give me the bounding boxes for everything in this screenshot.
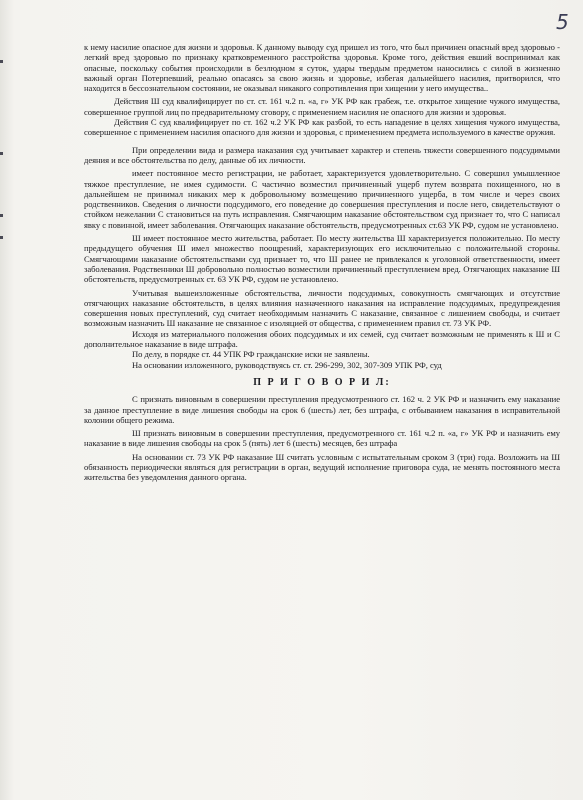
paragraph: Действия С суд квалифицирует по ст. 162 ч.2 УК РФ как разбой, то есть нападение в целях хищения чужого имущества, совершенное с применением насилия опасного для жизни и здоровья, с применением предмета используемого в качестве оружия.: [84, 117, 560, 138]
document-body: [84, 42, 560, 483]
paragraph: По делу, в порядке ст. 44 УПК РФ гражданские иски не заявлены.: [132, 349, 370, 360]
verdict-paragraph: Ш признать виновным в совершении преступления, предусмотренного ст. 161 ч.2 п. «а, г» УК РФ и назначить ему наказание в виде лишения свободы на срок 5 (пять) лет 6 (шесть) месяцев, без штрафа: [84, 428, 560, 449]
scan-margin-mark: [0, 236, 3, 239]
verdict-paragraph: С признать виновным в совершении преступления предусмотренного ст. 162 ч. 2 УК РФ и назначить ему наказание за данное преступление в виде лишения свободы на срок 6 (шесть) лет, без штрафа, с отбыванием наказания в исправительной колонии общего режима.: [84, 394, 560, 425]
paragraph: к нему насилие опасное для жизни и здоровья. К данному выводу суд пришел из того, что был причинен опасный вред здоровью - легкий вред здоровью по признаку кратковременного расстройства здоровья. Кроме того, действия евший воспринимал как опасные, поскольку события происходили в безлюдном я суток, удары твердым предметом наносились с силой в жизненно важный орган Потерпевший, реально опасаясь за свою жизнь и здоровье, избегая дальнейшего насилия, притворился, что находится в бессознательном состоянии, не оказывал никакого сопротивления при хищении у него имущества..: [84, 42, 560, 94]
paragraph: При определении вида и размера наказания суд учитывает характер и степень тяжести совершенного подсудимыми деяния и все обстоятельства по делу, данные об их личности.: [84, 144, 560, 165]
scan-margin-mark: [0, 60, 3, 63]
paragraph: Действия Ш суд квалифицирует по ст. ст. 161 ч.2 п. «а, г» УК РФ как грабеж, т.е. открытое хищение чужого имущества, совершенное группой лиц по предварительному сговору, с применением насилия не опасного для жизни и здоровья.: [84, 96, 560, 117]
verdict-paragraph: На основании ст. 73 УК РФ наказание Ш считать условным с испытательным сроком 3 (три) года. Возложить на Ш обязанность периодически являться для регистрации в орган, ведущий исполнение приговора суда, не менять постоянного места жительства без уведомления данного органа.: [84, 451, 560, 483]
verdict-heading: П Р И Г О В О Р И Л:: [253, 376, 391, 388]
paragraph: Исходя из материального положения обоих подсудимых и их семей, суд считает возможным не применять к Ш и С дополнительное наказание в виде штрафа.: [84, 328, 560, 350]
page-number: 5: [556, 10, 569, 34]
scan-margin-mark: [0, 152, 3, 155]
scan-margin-mark: [0, 214, 3, 217]
paragraph: Учитывая вышеизложенные обстоятельства, личности подсудимых, совокупность смягчающих и отсутствие отягчающих наказание обстоятельств, в целях влияния назначенного наказания на исправление подсудимых, предупреждения совершения новых преступлений, суд считает необходимым назначить С наказание, связанное с лишением свободы, и считает возможным назначить Ш наказание не связанное с изоляцией от общества, с применением правил ст. 73 УК РФ.: [84, 287, 560, 329]
paragraph: Ш имеет постоянное место жительства, работает. По месту жительства Ш характеризуется положительно. По месту предыдущего обучения Ш имел множество поощрений, характеризующих его исключительно с положительной стороны. Смягчающими наказание обстоятельствами суд признает то, что Ш ранее не привлекался к уголовной ответственности, имеет заболевания. Родственники Ш добровольно полностью возместили причиненный преступлением вред. Отягчающих наказание Ш обстоятельств, предусмотренных ст. 63 УК РФ, судом не установлено.: [84, 233, 560, 285]
paragraph: имеет постоянное место регистрации, не работает, характеризуется удовлетворительно. С совершил умышленное тяжкое преступление, не имея судимости. С частично возместил причиненный ущерб путем возврата похищенного, но в дальнейшем не принимал никаких мер к добровольному возмещению причиненного ущерба, в том числе и через своих родственников. Сведения о личности подсудимого, его поведение до совершения преступления и после него, свидетельствуют о стойком нежелании С становиться на путь исправления. Смягчающим наказание обстоятельством суд признает то, что С написал явку с повинной, имеет заболевания. Отягчающих наказание обстоятельств, предусмотренных ст.63 УК РФ, судом не установлено.: [84, 168, 560, 230]
paragraph: На основании изложенного, руководствуясь ст. ст. 296-299, 302, 307-309 УПК РФ, суд: [132, 359, 442, 370]
